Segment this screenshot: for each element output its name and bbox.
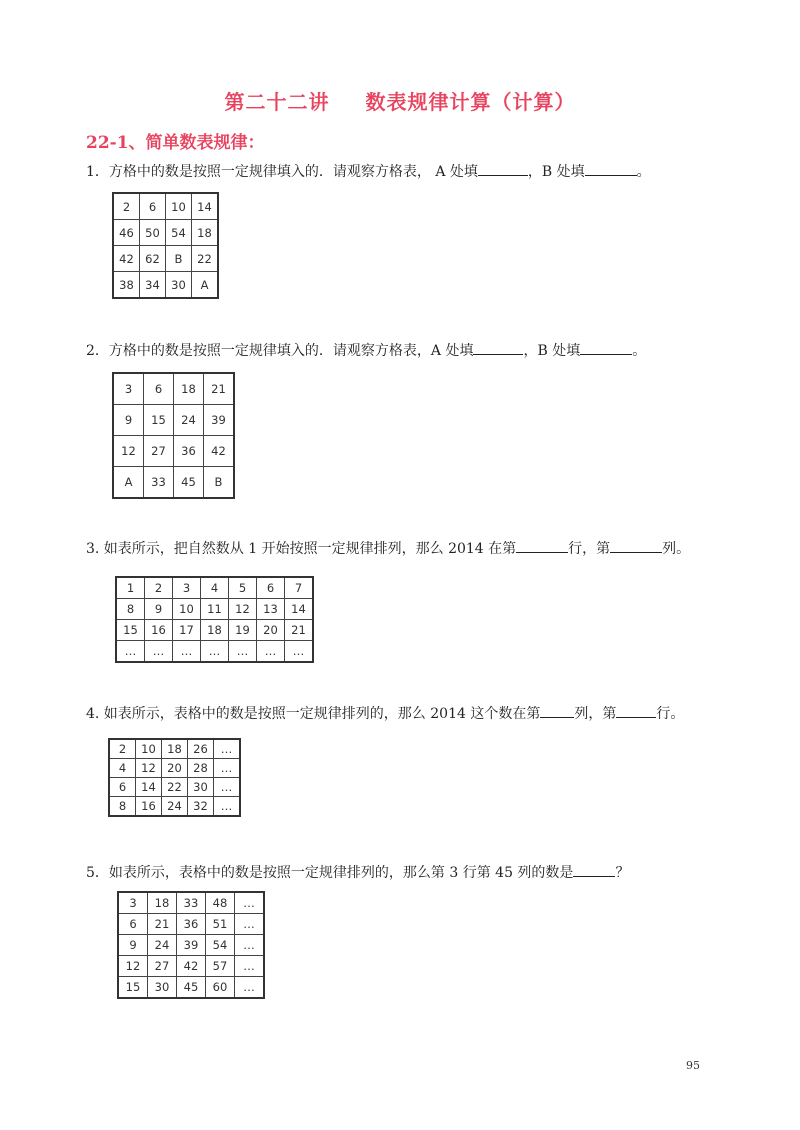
table-cell: 10 bbox=[166, 193, 192, 220]
table-cell: 33 bbox=[144, 467, 174, 499]
lecture-number: 第二十二讲 bbox=[224, 90, 330, 114]
table-cell: 36 bbox=[177, 914, 206, 935]
question-3-text-end: 列。 bbox=[662, 541, 691, 557]
question-4-text-middle: 列，第 bbox=[574, 706, 617, 722]
question-4 bbox=[86, 703, 684, 724]
table-cell: 9 bbox=[118, 935, 148, 956]
table-cell: A bbox=[192, 272, 219, 299]
table-cell: 27 bbox=[148, 956, 177, 977]
table-row bbox=[118, 977, 264, 999]
table-row bbox=[118, 914, 264, 935]
question-3-text-middle: 行，第 bbox=[568, 541, 611, 557]
table-cell: 6 bbox=[109, 778, 136, 797]
table-cell: 20 bbox=[162, 759, 188, 778]
table-cell: 38 bbox=[113, 272, 140, 299]
answer-blank-row[interactable] bbox=[516, 538, 568, 553]
question-1-text-middle: ，B 处填 bbox=[527, 164, 585, 180]
table-cell: 50 bbox=[140, 220, 166, 246]
table-cell: B bbox=[204, 467, 235, 499]
table-cell: 30 bbox=[166, 272, 192, 299]
table-cell: 33 bbox=[177, 892, 206, 914]
table-cell: 9 bbox=[145, 599, 173, 620]
table-cell: … bbox=[173, 641, 201, 663]
table-cell: 30 bbox=[188, 778, 214, 797]
table-cell: 17 bbox=[173, 620, 201, 641]
table-cell: 30 bbox=[148, 977, 177, 999]
number-grid-3 bbox=[115, 576, 314, 663]
table-cell: … bbox=[116, 641, 145, 663]
table-cell: … bbox=[145, 641, 173, 663]
table-cell: 39 bbox=[177, 935, 206, 956]
table-cell: 36 bbox=[174, 436, 204, 467]
answer-blank-column[interactable] bbox=[540, 703, 574, 718]
table-row bbox=[118, 935, 264, 956]
table-cell: 8 bbox=[116, 599, 145, 620]
table-cell: 16 bbox=[145, 620, 173, 641]
table-cell: 14 bbox=[136, 778, 162, 797]
table-cell: 15 bbox=[144, 405, 174, 436]
table-cell: 42 bbox=[113, 246, 140, 272]
table-cell: 1 bbox=[116, 577, 145, 599]
table-cell: 2 bbox=[113, 193, 140, 220]
table-cell: … bbox=[235, 977, 265, 999]
table-cell: 21 bbox=[148, 914, 177, 935]
answer-blank-a[interactable] bbox=[473, 340, 523, 355]
question-1-text: 1．方格中的数是按照一定规律填入的．请观察方格表， A 处填 bbox=[86, 164, 478, 180]
table-cell: … bbox=[235, 956, 265, 977]
question-2-text-end: 。 bbox=[632, 343, 647, 359]
table-cell: B bbox=[166, 246, 192, 272]
table-cell: 12 bbox=[118, 956, 148, 977]
answer-blank-b[interactable] bbox=[585, 161, 637, 176]
question-5 bbox=[86, 862, 629, 883]
table-cell: 32 bbox=[188, 797, 214, 817]
table-cell: 6 bbox=[140, 193, 166, 220]
number-grid-5 bbox=[117, 891, 265, 999]
table-cell: 18 bbox=[192, 220, 219, 246]
table-cell: 10 bbox=[173, 599, 201, 620]
table-row bbox=[116, 641, 313, 663]
page-title bbox=[0, 86, 800, 115]
table-cell: 21 bbox=[285, 620, 314, 641]
table-cell: … bbox=[257, 641, 285, 663]
table-cell: 14 bbox=[285, 599, 314, 620]
table-row bbox=[113, 436, 234, 467]
table-cell: 8 bbox=[109, 797, 136, 817]
table-cell: … bbox=[214, 778, 241, 797]
table-cell: 6 bbox=[144, 373, 174, 405]
table-cell: 57 bbox=[206, 956, 235, 977]
table-cell: 6 bbox=[257, 577, 285, 599]
page-number: 95 bbox=[686, 1059, 700, 1072]
table-cell: … bbox=[235, 914, 265, 935]
table-row bbox=[113, 246, 218, 272]
table-cell: 28 bbox=[188, 759, 214, 778]
table-cell: … bbox=[214, 759, 241, 778]
table-cell: 14 bbox=[192, 193, 219, 220]
answer-blank-row[interactable] bbox=[616, 703, 656, 718]
question-3 bbox=[86, 538, 690, 559]
table-row bbox=[118, 956, 264, 977]
table-cell: 6 bbox=[118, 914, 148, 935]
table-cell: … bbox=[214, 739, 241, 759]
table-cell: 10 bbox=[136, 739, 162, 759]
table-cell: 4 bbox=[201, 577, 229, 599]
table-row bbox=[116, 577, 313, 599]
table-cell: 4 bbox=[109, 759, 136, 778]
table-cell: … bbox=[214, 797, 241, 817]
table-cell: 11 bbox=[201, 599, 229, 620]
table-cell: 20 bbox=[257, 620, 285, 641]
question-2-text-middle: ，B 处填 bbox=[523, 343, 581, 359]
table-row bbox=[116, 599, 313, 620]
table-cell: 15 bbox=[118, 977, 148, 999]
table-cell: 26 bbox=[188, 739, 214, 759]
table-cell: 51 bbox=[206, 914, 235, 935]
table-cell: 3 bbox=[118, 892, 148, 914]
table-cell: 7 bbox=[285, 577, 314, 599]
question-5-text-end: ？ bbox=[615, 865, 630, 881]
question-1-text-end: 。 bbox=[636, 164, 651, 180]
table-cell: … bbox=[235, 935, 265, 956]
lecture-topic: 数表规律计算（计算） bbox=[365, 90, 576, 114]
table-cell: 54 bbox=[166, 220, 192, 246]
table-cell: 2 bbox=[109, 739, 136, 759]
table-cell: 60 bbox=[206, 977, 235, 999]
table-cell: 42 bbox=[204, 436, 235, 467]
table-cell: 18 bbox=[174, 373, 204, 405]
table-cell: 18 bbox=[162, 739, 188, 759]
table-cell: 24 bbox=[148, 935, 177, 956]
table-row bbox=[116, 620, 313, 641]
table-cell: 16 bbox=[136, 797, 162, 817]
table-row bbox=[113, 193, 218, 220]
answer-blank-column[interactable] bbox=[610, 538, 662, 553]
question-4-text: 4. 如表所示，表格中的数是按照一定规律排列的，那么 2014 这个数在第 bbox=[86, 706, 541, 722]
table-row bbox=[109, 797, 240, 817]
table-cell: 39 bbox=[204, 405, 235, 436]
question-2-text: 2．方格中的数是按照一定规律填入的．请观察方格表，A 处填 bbox=[86, 343, 474, 359]
table-cell: 15 bbox=[116, 620, 145, 641]
table-cell: 19 bbox=[229, 620, 257, 641]
question-5-text: 5．如表所示，表格中的数是按照一定规律排列的，那么第 3 行第 45 列的数是 bbox=[86, 865, 574, 881]
question-3-text: 3. 如表所示，把自然数从 1 开始按照一定规律排列，那么 2014 在第 bbox=[86, 541, 517, 557]
table-cell: 46 bbox=[113, 220, 140, 246]
table-cell: 12 bbox=[113, 436, 144, 467]
table-cell: … bbox=[235, 892, 265, 914]
table-cell: 9 bbox=[113, 405, 144, 436]
table-row bbox=[109, 759, 240, 778]
table-cell: 42 bbox=[177, 956, 206, 977]
table-row bbox=[113, 405, 234, 436]
table-cell: 12 bbox=[136, 759, 162, 778]
table-cell: … bbox=[229, 641, 257, 663]
number-grid-2 bbox=[112, 372, 235, 499]
table-cell: 45 bbox=[177, 977, 206, 999]
table-cell: 34 bbox=[140, 272, 166, 299]
table-cell: 22 bbox=[162, 778, 188, 797]
table-row bbox=[118, 892, 264, 914]
table-cell: 18 bbox=[148, 892, 177, 914]
table-cell: … bbox=[201, 641, 229, 663]
table-cell: 62 bbox=[140, 246, 166, 272]
table-cell: 24 bbox=[162, 797, 188, 817]
question-1 bbox=[86, 161, 651, 182]
answer-blank[interactable] bbox=[573, 862, 615, 877]
question-2 bbox=[86, 340, 646, 361]
table-cell: 3 bbox=[173, 577, 201, 599]
table-row bbox=[109, 739, 240, 759]
table-cell: 12 bbox=[229, 599, 257, 620]
table-row bbox=[113, 467, 234, 499]
question-4-text-end: 行。 bbox=[656, 706, 685, 722]
table-row bbox=[113, 373, 234, 405]
table-cell: 54 bbox=[206, 935, 235, 956]
table-cell: 18 bbox=[201, 620, 229, 641]
table-cell: 3 bbox=[113, 373, 144, 405]
table-cell: 27 bbox=[144, 436, 174, 467]
table-cell: 5 bbox=[229, 577, 257, 599]
table-cell: 48 bbox=[206, 892, 235, 914]
answer-blank-a[interactable] bbox=[478, 161, 528, 176]
table-cell: 2 bbox=[145, 577, 173, 599]
table-cell: 13 bbox=[257, 599, 285, 620]
answer-blank-b[interactable] bbox=[580, 340, 632, 355]
table-row bbox=[113, 272, 218, 299]
table-row bbox=[113, 220, 218, 246]
table-cell: A bbox=[113, 467, 144, 499]
table-cell: 21 bbox=[204, 373, 235, 405]
section-heading: 22-1、简单数表规律： bbox=[86, 133, 265, 153]
number-grid-1 bbox=[112, 192, 219, 299]
number-grid-4 bbox=[108, 738, 241, 817]
table-row bbox=[109, 778, 240, 797]
table-cell: 45 bbox=[174, 467, 204, 499]
table-cell: 22 bbox=[192, 246, 219, 272]
table-cell: … bbox=[285, 641, 314, 663]
table-cell: 24 bbox=[174, 405, 204, 436]
